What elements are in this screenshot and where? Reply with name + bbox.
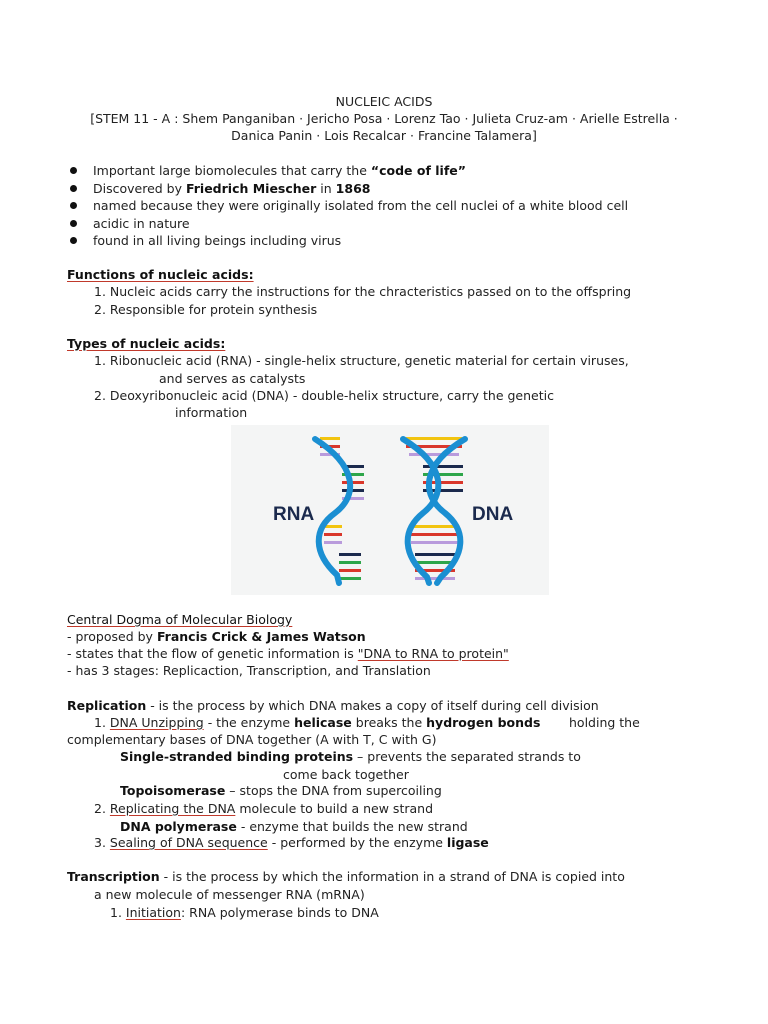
dogma-heading: Central Dogma of Molecular Biology (67, 612, 293, 627)
ssb-line-cont: come back together (283, 767, 409, 782)
dogma-line-2: - states that the flow of genetic information is "DNA to RNA to protein" (67, 646, 509, 661)
bullet-icon (70, 202, 77, 209)
rna-dna-figure (231, 425, 549, 595)
replication-step-1: 1. DNA Unzipping - the enzyme helicase breaks the hydrogen bonds (94, 715, 541, 730)
authors-line-1: [STEM 11 - A : Shem Panganiban · Jericho Posa · Lorenz Tao · Julieta Cruz-am · Arielle Estrella · (90, 111, 678, 126)
dna-rna-protein-phrase: "DNA to RNA to protein" (357, 646, 509, 661)
doc-title: NUCLEIC ACIDS (335, 94, 433, 109)
replication-definition: Replication - is the process by which DNA makes a copy of itself during cell division (67, 698, 599, 713)
functions-item-1: 1. Nucleic acids carry the instructions for the chracteristics passed on to the offspring (94, 284, 632, 299)
functions-item-2: 2. Responsible for protein synthesis (94, 302, 318, 317)
types-item-2: 2. Deoxyribonucleic acid (DNA) - double-helix structure, carry the genetic (94, 388, 554, 403)
intro-bullet-list (68, 162, 628, 250)
authors-line-2: Danica Panin · Lois Recalcar · Francine Talamera] (231, 128, 537, 143)
bullet-item: found in all living beings including virus (68, 232, 628, 250)
bullet-icon (70, 220, 77, 227)
replication-step-3: 3. Sealing of DNA sequence - performed by the enzyme ligase (94, 835, 489, 850)
ssb-line: Single-stranded binding proteins – prevents the separated strands to (120, 749, 581, 764)
dogma-line-1: - proposed by Francis Crick & James Watson (67, 629, 366, 644)
bullet-item: Important large biomolecules that carry the “code of life” (68, 162, 628, 180)
rna-label: RNA (273, 504, 315, 525)
types-item-1-cont: and serves as catalysts (159, 371, 306, 386)
transcription-step-1: 1. Initiation: RNA polymerase binds to DNA (110, 905, 379, 920)
types-item-2-cont: information (175, 405, 248, 420)
bullet-icon (70, 185, 77, 192)
bullet-item: Discovered by Friedrich Miescher in 1868 (68, 180, 628, 198)
bullet-icon (70, 167, 77, 174)
functions-heading: Functions of nucleic acids: (67, 267, 254, 282)
bullet-icon (70, 237, 77, 244)
authors (60, 110, 708, 144)
types-heading: Types of nucleic acids: (67, 336, 226, 351)
types-item-1: 1. Ribonucleic acid (RNA) - single-helix structure, genetic material for certain viruses, (94, 353, 629, 368)
dna-polymerase-line: DNA polymerase - enzyme that builds the new strand (120, 819, 468, 834)
replication-step-1-tail: holding the (569, 715, 640, 730)
bullet-item: acidic in nature (68, 215, 628, 233)
replication-step-1-cont: complementary bases of DNA together (A with T, C with G) (67, 732, 437, 747)
transcription-definition: Transcription - is the process by which the information in a strand of DNA is copied into (67, 869, 625, 884)
replication-step-2: 2. Replicating the DNA molecule to build a new strand (94, 801, 433, 816)
bullet-item: named because they were originally isolated from the cell nuclei of a white blood cell (68, 197, 628, 215)
dogma-line-3: - has 3 stages: Replicaction, Transcription, and Translation (67, 663, 431, 678)
dna-label: DNA (472, 504, 514, 525)
rna-dna-illustration (231, 425, 549, 595)
transcription-definition-cont: a new molecule of messenger RNA (mRNA) (94, 887, 365, 902)
topoisomerase-line: Topoisomerase – stops the DNA from supercoiling (120, 783, 442, 798)
